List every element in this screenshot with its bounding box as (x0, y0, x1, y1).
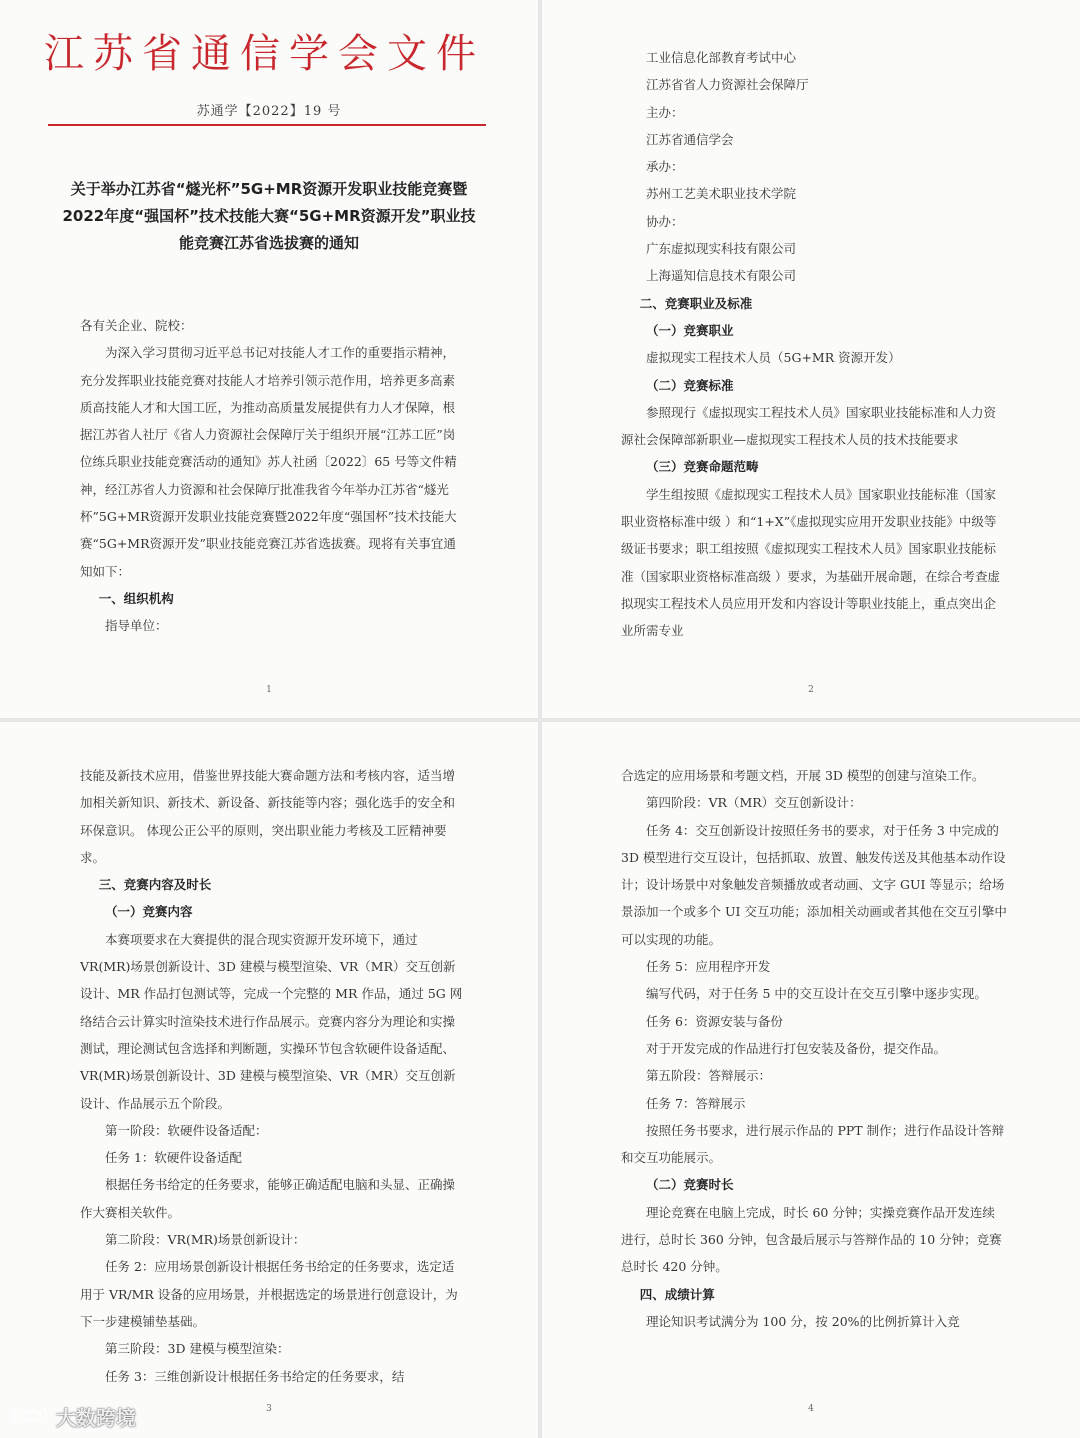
task-4-text: 任务 4：交互创新设计按照任务书的要求，对于任务 3 中完成的 3D 模型进行交互设计，包括抓取、放置、触发传送及其他基本动作设计；设计场景中对象触发音频播放或者动画、文字 GUI 等显示；给场景添加一个或多个 UI 交互功能；添加相关动画或者其他在交互引擎中可以实现的功能。 (621, 822, 1007, 947)
section-heading-1: 一、组织机构 (98, 590, 174, 606)
list-item: 江苏省通信学会 (646, 131, 734, 147)
subheading-content: （一）竞赛内容 (105, 904, 193, 920)
watermark-text: 大数跨境 (56, 1405, 136, 1430)
task-3-text: 任务 3：三维创新设计根据任务书给定的任务要求，结 (105, 1368, 405, 1384)
subheading-standard: （二）竞赛标准 (646, 377, 734, 393)
section-heading-2: 二、竞赛职业及标准 (639, 295, 753, 311)
list-item: 上海遥知信息技术有限公司 (646, 268, 797, 284)
subheading-duration: （二）竞赛时长 (646, 1177, 734, 1193)
task-5-text: 编写代码，对于任务 5 中的交互设计在交互引擎中逐步实现。 (646, 986, 987, 1002)
list-item: 工业信息化部教育考试中心 (646, 50, 797, 65)
document-page-1 (0, 0, 538, 718)
page4-body (621, 762, 1007, 1335)
document-page-2 (542, 0, 1080, 718)
subheading-scope: （三）竞赛命题范畴 (646, 459, 759, 475)
section-heading-3: 三、竞赛内容及时长 (98, 877, 212, 893)
stage-4: 第四阶段：VR（MR）交互创新设计： (646, 795, 862, 811)
occupation-text: 虚拟现实工程技术人员（5G+MR 资源开发） (646, 350, 901, 366)
list-item: 广东虚拟现实科技有限公司 (646, 241, 797, 257)
page-number: 3 (266, 1404, 272, 1414)
standard-text: 参照现行《虚拟现实工程技术人员》国家职业技能标准和人力资源社会保障部新职业—虚拟现实工程技术人员的技术技能要求 (621, 404, 997, 448)
page3-body (80, 762, 466, 1390)
document-page-4 (542, 722, 1080, 1438)
document-number: 苏通学【2022】19 号 (196, 104, 342, 119)
task-1: 任务 1：软硬件设备适配 (105, 1150, 242, 1166)
stage-5: 第五阶段：答辩展示： (646, 1068, 772, 1084)
organizer-list (621, 44, 1005, 290)
list-item: 苏州工艺美术职业技术学院 (646, 186, 797, 202)
task-6-text: 对于开发完成的作品进行打包安装及备份，提交作品。 (646, 1040, 947, 1056)
page-number: 4 (808, 1404, 814, 1414)
page-number: 2 (808, 685, 814, 695)
guide-unit-label: 指导单位： (105, 618, 168, 634)
stage-2: 第二阶段：VR(MR)场景创新设计： (105, 1232, 306, 1248)
scope-text: 学生组按照《虚拟现实工程技术人员》国家职业技能标准（国家职业资格标准中级 ）和“1+X”《虚拟现实应用开发职业技能》中级等级证书要求；职工组按照《虚拟现实工程技术人员》国家职业技能标准（国家职业资格标准高级 ）要求，为基础开展命题，在综合考查虚拟现实工程技术人员应用开发和内容设计等职业技能上，重点突出企业所需专业 (621, 486, 1000, 639)
duration-text: 理论竞赛在电脑上完成，时长 60 分钟；实操竞赛作品开发连续进行，总时长 360 分钟，包含最后展示与答辩作品的 10 分钟；竞赛总时长 420 分钟。 (621, 1204, 1002, 1275)
watermark-logo-icon (10, 1404, 50, 1428)
task-5: 任务 5：应用程序开发 (646, 959, 771, 975)
watermark (10, 1402, 136, 1430)
stage-1: 第一阶段：软硬件设备适配： (105, 1122, 268, 1138)
score-text: 理论知识考试满分为 100 分，按 20%的比例折算计入竞 (646, 1313, 960, 1329)
task-7-text: 按照任务书要求，进行展示作品的 PPT 制作；进行作品设计答辩和交互功能展示。 (621, 1122, 1005, 1166)
task-7: 任务 7：答辩展示 (646, 1095, 746, 1111)
task-2-text: 任务 2：应用场景创新设计根据任务书给定的任务要求，选定适用于 VR/MR 设备的应用场景，并根据选定的场景进行创意设计，为下一步建模铺垫基础。 (80, 1259, 458, 1329)
continued-text: 合选定的应用场景和考题文档，开展 3D 模型的创建与渲染工作。 (621, 768, 985, 783)
document-page-3 (0, 722, 538, 1438)
salutation: 各有关企业、院校： (80, 318, 193, 333)
intro-paragraph: 为深入学习贯彻习近平总书记对技能人才工作的重要指示精神，充分发挥职业技能竞赛对技能人才培养引领示范作用，培养更多高素质高技能人才和大国工匠，为推动高质量发展提供有力人才保障，根据江苏省人社厅《省人力资源社会保障厅关于组织开展“江苏工匠”岗位练兵职业技能竞赛活动的通知》苏人社函〔2022〕65 号等文件精神，经江苏省人力资源和社会保障厅批准我省今年举办江苏省“燧光杯”5G+MR资源开发职业技能竞赛暨2022年度“强国杯”技术技能大赛“5G+MR资源开发”职业技能竞赛江苏省选拔赛。现将有关事宜通知如下： (80, 345, 457, 579)
list-item: 承办： (646, 159, 684, 175)
subheading-occupation: （一）竞赛职业 (646, 322, 734, 338)
content-text: 本赛项要求在大赛提供的混合现实资源开发环境下，通过 VR(MR)场景创新设计、3D 建模与模型渲染、VR（MR）交互创新设计、MR 作品打包测试等，完成一个完整的 MR 作品，通过 5G 网络结合云计算实时渲染技术进行作品展示。竞赛内容分为理论和实操测试，理论测试包含选择和判断题，实操环节包含软硬件设备适配、 VR(MR)场景创新设计、3D 建模与模型渲染、VR（MR）交互创新设计、作品展示五个阶段。 (80, 931, 463, 1111)
document-header-title: 江苏省通信学会文件 (44, 31, 485, 77)
list-item: 协办： (646, 213, 684, 229)
list-item: 主办： (646, 104, 684, 120)
page1-body (80, 312, 464, 640)
page2-body (621, 44, 1005, 645)
header-red-rule (48, 124, 486, 126)
continued-text: 技能及新技术应用，借鉴世界技能大赛命题方法和考核内容，适当增加相关新知识、新技术、新设备、新技能等内容；强化选手的安全和环保意识。 体现公正公平的原则，突出职业能力考核及工匠精神要求。 (80, 768, 456, 865)
stage-3: 第三阶段：3D 建模与模型渲染： (105, 1341, 290, 1357)
list-item: 江苏省省人力资源社会保障厅 (646, 77, 809, 93)
notice-title: 关于举办江苏省“燧光杯”5G+MR资源开发职业技能竞赛暨2022年度“强国杯”技术技能大赛“5G+MR资源开发”职业技能竞赛江苏省选拔赛的通知 (62, 180, 476, 252)
page-number: 1 (266, 685, 272, 695)
task-1-text: 根据任务书给定的任务要求，能够正确适配电脑和头显、正确操作大赛相关软件。 (80, 1177, 456, 1220)
task-6: 任务 6：资源安装与备份 (646, 1013, 783, 1029)
section-heading-4: 四、成绩计算 (639, 1286, 715, 1302)
